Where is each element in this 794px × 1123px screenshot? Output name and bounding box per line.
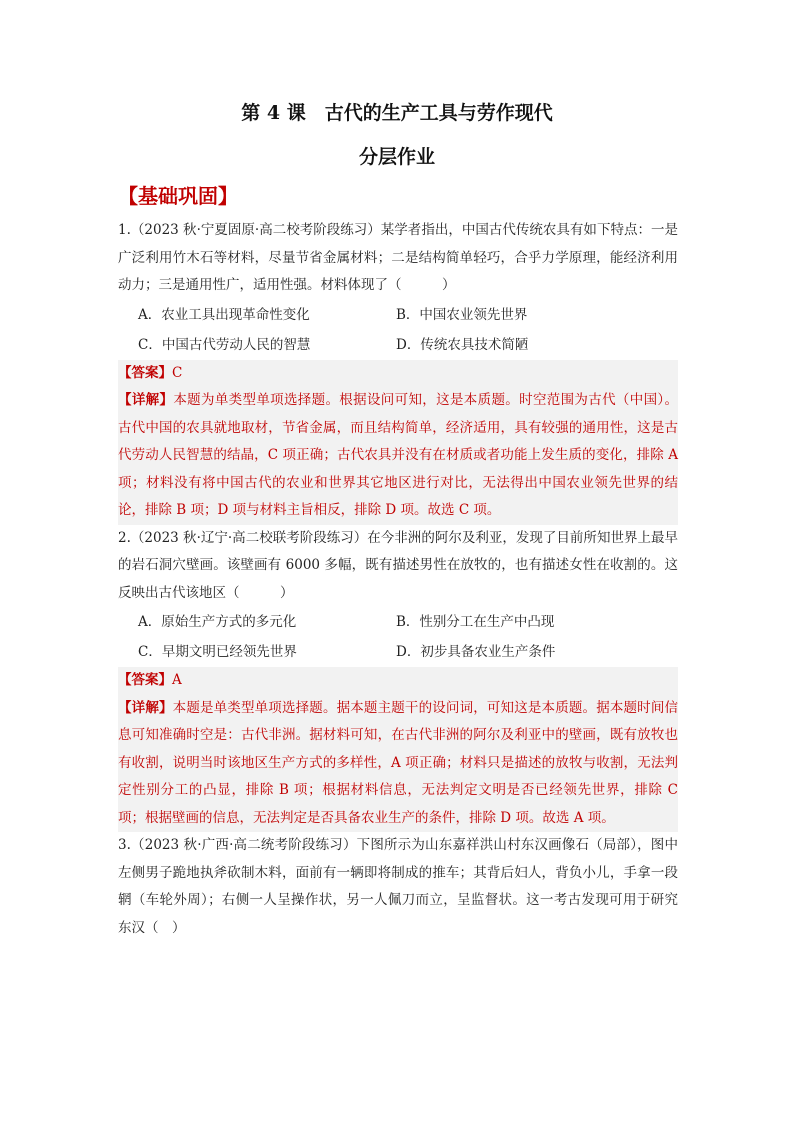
- detail-text: 本题是单类型单项选择题。据本题主题干的设问词，可知这是本质题。据本题时间信息可知准确时空是：古代非洲。据材料可知，在古代非洲的阿尔及利亚中的壁画，既有放牧也有收割，说明当时该地区生产方式的多样性，A 项正确；材料只是描述的放牧与收割，无法判定性别分工的凸显，排除 B 项；根据材料信息，无法判定文明是否已经领先世界，排除 C 项；根据壁画的信息，无法判定是否具备农业生产的条件，排除 D 项。故选 A 项。: [118, 699, 679, 826]
- question-1-options: [118, 300, 678, 360]
- detail-label: 【详解】: [118, 392, 174, 408]
- question-2-options: [118, 607, 678, 667]
- option-c: C．中国古代劳动人民的智慧: [138, 336, 311, 353]
- option-c: C．早期文明已经领先世界: [138, 644, 297, 660]
- option-b: B．性别分工在生产中凸现: [396, 614, 555, 630]
- page-subtitle: 分层作业: [358, 146, 435, 168]
- question-2-stem: 2.（2023 秋·辽宁·高二校联考阶段练习）在今非洲的阿尔及利亚，发现了目前所知世界上最早的岩石洞穴壁画。该壁画有 6000 多幅，既有描述男性在放牧的，也有描述女性在收割的。这反映出古代该地区（ ）: [118, 529, 678, 601]
- page-title: 第 4 课 古代的生产工具与劳作现代: [241, 102, 553, 124]
- section-title: 【基础巩固】: [118, 184, 238, 208]
- question-2-answer: [118, 667, 678, 695]
- content: [118, 217, 678, 942]
- question-3-stem: 3.（2023 秋·广西·高二统考阶段练习）下图所示为山东嘉祥洪山村东汉画像石（局部），图中左侧男子跪地执斧砍制木料，面前有一辆即将制成的推车；其背后妇人，背负小儿，手拿一段辋（车轮外周）；右侧一人呈操作状，另一人佩刀而立，呈监督状。这一考古发现可用于研究东汉（ ）: [118, 837, 678, 936]
- option-b: B．中国农业领先世界: [396, 306, 528, 323]
- option-d: D．传统农具技术简陋: [396, 336, 529, 353]
- question-1-detail: [118, 387, 678, 525]
- option-d: D．初步具备农业生产条件: [396, 644, 556, 660]
- option-a: A．农业工具出现革命性变化: [138, 306, 310, 323]
- detail-text: 本题为单类型单项选择题。根据设问可知，这是本质题。时空范围为古代（中国）。古代中国的农具就地取材，节省金属，而且结构简单，经济适用，具有较强的通用性，这是古代劳动人民智慧的结晶，C 项正确；古代农具并没有在材质或者功能上发生质的变化，排除 A 项；材料没有将中国古代的农业和世界其它地区进行对比，无法得出中国农业领先世界的结论，排除 B 项；D 项与材料主旨相反，排除 D 项。故选 C 项。: [118, 392, 679, 518]
- question-1-answer: [118, 360, 678, 388]
- detail-label: 【详解】: [118, 699, 173, 716]
- question-1-stem: 1.（2023 秋·宁夏固原·高二校考阶段练习）某学者指出，中国古代传统农具有如下特点：一是广泛利用竹木石等材料，尽量节省金属材料；二是结构简单轻巧，合乎力学原理，能经济利用动力；三是通用性广，适用性强。材料体现了（ ）: [118, 222, 678, 293]
- answer-value: A: [172, 672, 182, 688]
- question-2-detail: [118, 695, 678, 833]
- answer-label: 【答案】: [118, 672, 172, 688]
- answer-value: C: [172, 364, 183, 381]
- answer-label: 【答案】: [118, 364, 172, 381]
- option-a: A．原始生产方式的多元化: [138, 614, 297, 630]
